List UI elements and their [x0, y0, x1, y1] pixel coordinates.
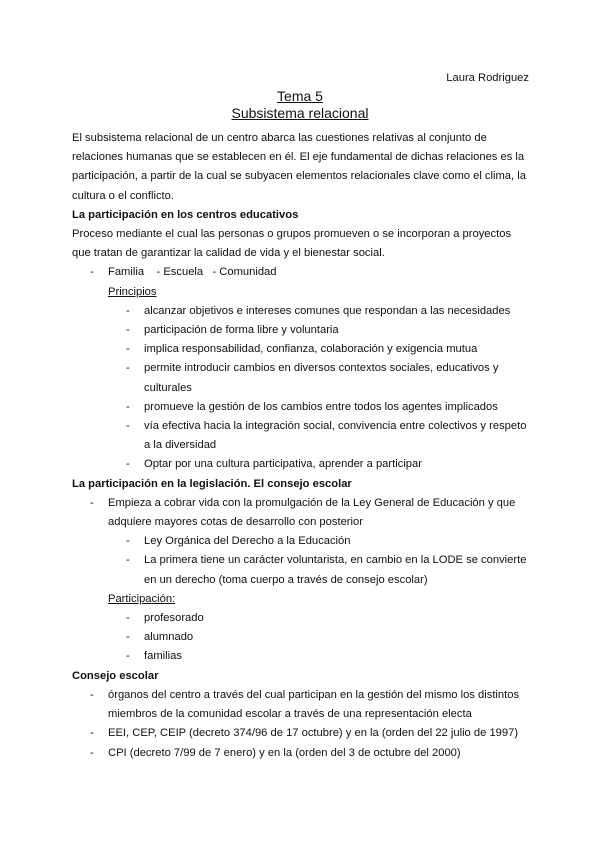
author-name: Laura Rodriguez: [446, 72, 529, 84]
section-paragraph-participation: Proceso mediante el cual las personas o grupos promueven o se incorporan a proyectos que tratan de garantizar la calidad de vida y el bienestar social.: [72, 228, 512, 260]
section-heading-council: Consejo escolar: [72, 669, 159, 682]
page-title: Tema 5: [277, 88, 323, 104]
agents-text: Familia - Escuela - Comunidad: [108, 266, 277, 279]
legislation-sublist: [108, 532, 532, 590]
list-item: - promueve la gestión de los cambios entre todos los agentes implicados: [144, 398, 532, 417]
principles-list: [108, 302, 532, 475]
list-item: - alumnado: [144, 628, 532, 647]
agents-list: [72, 263, 532, 474]
page-subtitle: Subsistema relacional: [231, 105, 369, 121]
list-item: - profesorado: [144, 609, 532, 628]
list-item: - permite introducir cambios en diversos contextos sociales, educativos y culturales: [144, 359, 532, 397]
legislation-list: [72, 494, 532, 667]
list-item: - participación de forma libre y voluntaria: [144, 321, 532, 340]
list-item: - órganos del centro a través del cual participan en la gestión del mismo los distintos miembros de la comunidad escolar a través de una representación electa: [108, 686, 532, 724]
principles-label: Principios: [108, 285, 157, 298]
legislation-text: Empieza a cobrar vida con la promulgación de la Ley General de Educación y que adquiere mayores cotas de desarrollo con posterior: [108, 496, 516, 529]
council-list: [72, 686, 532, 763]
list-item: - EEI, CEP, CEIP (decreto 374/96 de 17 octubre) y en la (orden del 22 julio de 1997): [108, 724, 532, 743]
list-item: - Ley Orgánica del Derecho a la Educación: [144, 532, 532, 551]
section-heading-participation: La participación en los centros educativos: [72, 208, 299, 221]
list-item: - familias: [144, 647, 532, 666]
intro-paragraph: El subsistema relacional de un centro abarca las cuestiones relativas al conjunto de relaciones humanas que se establecen en él. El eje fundamental de dichas relaciones es la participación, a partir de la cual se subyacen elementos relacionales clave como el clima, la cultura o el conflicto.: [72, 132, 526, 202]
list-item-agents: [108, 263, 532, 474]
title-block: [0, 88, 600, 122]
list-item: - Optar por una cultura participativa, aprender a participar: [144, 455, 532, 474]
list-item: - vía efectiva hacia la integración social, convivencia entre colectivos y respeto a la diversidad: [144, 417, 532, 455]
list-item-legislation: [108, 494, 532, 667]
list-item: - alcanzar objetivos e intereses comunes que respondan a las necesidades: [144, 302, 532, 321]
list-item: - La primera tiene un carácter voluntarista, en cambio en la LODE se convierte en un derecho (toma cuerpo a través de consejo escolar): [144, 551, 532, 589]
list-item: - CPI (decreto 7/99 de 7 enero) y en la (orden del 3 de octubre del 2000): [108, 744, 532, 763]
participation-label: Participación:: [108, 592, 176, 605]
list-item: - implica responsabilidad, confianza, colaboración y exigencia mutua: [144, 340, 532, 359]
section-heading-legislation: La participación en la legislación. El consejo escolar: [72, 477, 352, 490]
participants-list: [108, 609, 532, 667]
document-body: [72, 129, 532, 763]
